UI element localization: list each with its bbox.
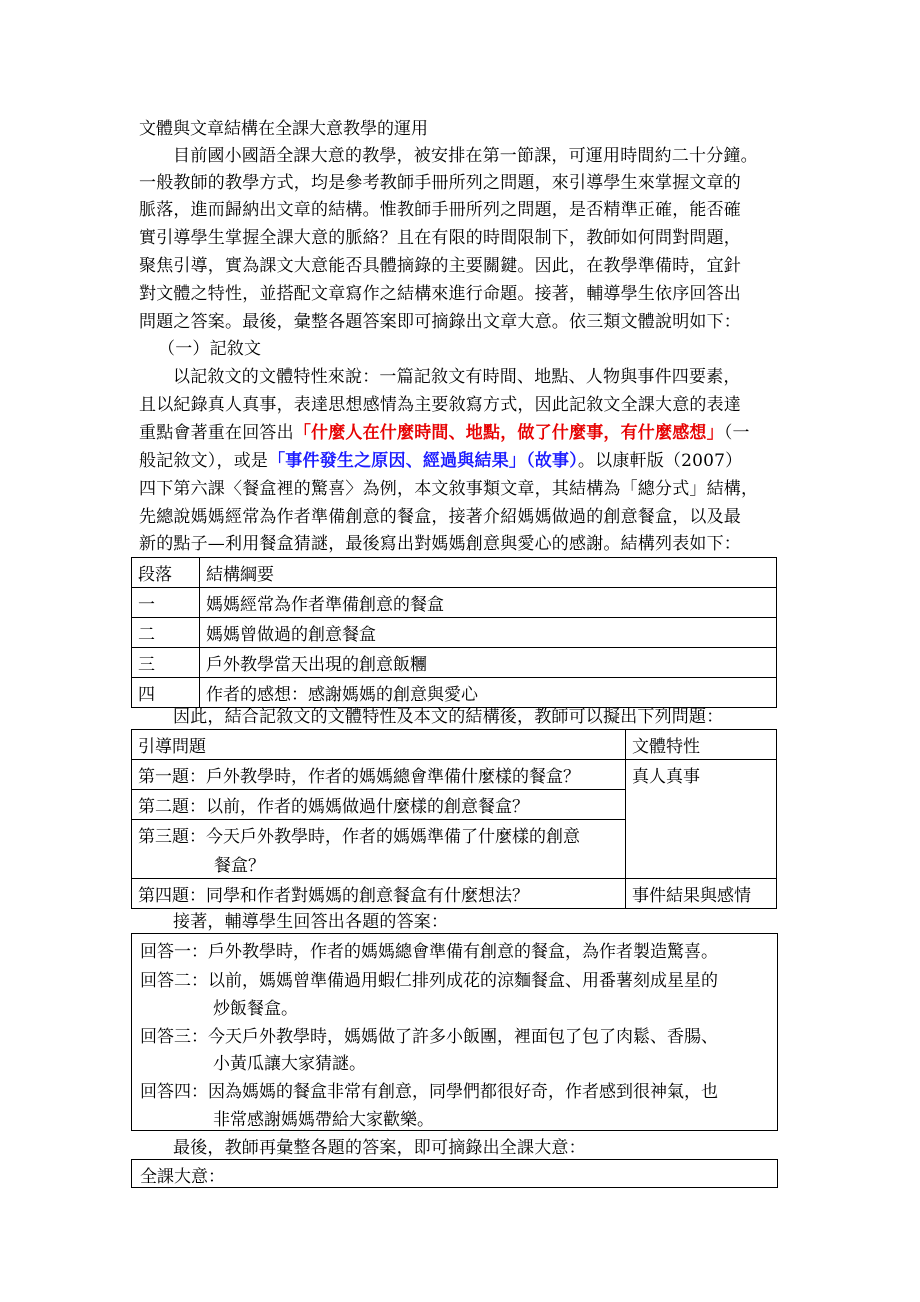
body-line	[139, 446, 742, 471]
table-row	[132, 648, 777, 678]
answer-line-cont: 炒飯餐盒。	[213, 999, 298, 1019]
cell-outline: 媽媽經常為作者準備創意的餐盒	[200, 588, 777, 618]
highlight-blue: 「事件發生之原因、經過與結果」（故事）	[268, 451, 578, 471]
answer-line-cont: 非常感謝媽媽帶給大家歡樂。	[213, 1110, 434, 1130]
answer-line: 回答四：因為媽媽的餐盒非常有創意，同學們都很好奇，作者感到很神氣，也	[140, 1082, 718, 1102]
intro-line: 實引導學生掌握全課大意的脈絡？且在有限的時間限制下，教師如何問對問題，	[139, 228, 741, 248]
answer-line: 回答一：戶外教學時，作者的媽媽總會準備有創意的餐盒，為作者製造驚喜。	[140, 942, 718, 962]
cell-paragraph: 四	[132, 678, 200, 708]
table-row	[132, 618, 777, 648]
answers-intro: 接著，輔導學生回答出各題的答案：	[173, 912, 449, 932]
header-cell: 段落	[132, 558, 200, 588]
cell-paragraph: 一	[132, 588, 200, 618]
cell-outline: 戶外教學當天出現的創意飯糰	[200, 648, 777, 678]
trait-cell: 真人真事	[626, 760, 777, 879]
body-text: 般記敘文），或是	[139, 451, 269, 471]
question-cell: 第二題：以前，作者的媽媽做過什麼樣的創意餐盒？	[132, 790, 626, 820]
trait-cell: 事件結果與感情	[626, 879, 777, 909]
body-line: 先總說媽媽經常為作者準備創意的餐盒，接著介紹媽媽做過的創意餐盒，以及最	[139, 507, 741, 527]
body-line: 以記敘文的文體特性來說：一篇記敘文有時間、地點、人物與事件四要素，	[173, 367, 741, 387]
answer-line: 回答二：以前，媽媽曾準備過用蝦仁排列成花的涼麵餐盒、用番薯刻成星星的	[140, 971, 718, 991]
cell-paragraph: 三	[132, 648, 200, 678]
questions-intro: 因此，結合記敘文的文體特性及本文的結構後，教師可以擬出下列問題：	[173, 707, 724, 727]
question-table	[131, 729, 777, 909]
summary-label: 全課大意：	[140, 1167, 225, 1187]
cell-outline: 媽媽曾做過的創意餐盒	[200, 618, 777, 648]
cell-outline: 作者的感想：感謝媽媽的創意與愛心	[200, 678, 777, 708]
intro-line: 聚焦引導，實為課文大意能否具體摘錄的主要關鍵。因此，在教學準備時，宜針	[139, 256, 741, 276]
body-line	[139, 418, 750, 443]
intro-line: 問題之答案。最後，彙整各題答案即可摘錄出文章大意。依三類文體說明如下：	[139, 312, 741, 332]
answer-line-cont: 小黃瓜讓大家猜謎。	[213, 1054, 366, 1074]
answer-line: 回答三：今天戶外教學時，媽媽做了許多小飯團，裡面包了包了肉鬆、香腸、	[140, 1027, 718, 1047]
body-line: 且以紀錄真人真事，表達思想感情為主要敘寫方式，因此記敘文全課大意的表達	[139, 395, 741, 415]
summary-intro: 最後，教師再彙整各題的答案，即可摘錄出全課大意：	[173, 1138, 586, 1158]
question-text-cont: 餐盒？	[214, 856, 265, 876]
intro-line: 一般教師的教學方式，均是參考教師手冊所列之問題，來引導學生來掌握文章的	[139, 173, 741, 193]
document-title: 文體與文章結構在全課大意教學的運用	[139, 119, 428, 139]
structure-table	[131, 557, 777, 708]
body-line: 新的點子—利用餐盒猜謎，最後寫出對媽媽創意與愛心的感謝。結構列表如下：	[139, 534, 741, 554]
body-text: 。以康軒版（2007）	[577, 451, 743, 471]
cell-paragraph: 二	[132, 618, 200, 648]
header-cell: 結構綱要	[200, 558, 777, 588]
question-cell: 第四題：同學和作者對媽媽的創意餐盒有什麼想法？	[132, 879, 626, 909]
question-cell: 第一題：戶外教學時，作者的媽媽總會準備什麼樣的餐盒？	[132, 760, 626, 790]
table-row	[132, 760, 777, 790]
table-header-row	[132, 730, 777, 760]
answers-box	[131, 933, 778, 1131]
body-text: 重點會著重在回答出	[139, 423, 294, 443]
header-cell: 文體特性	[626, 730, 777, 760]
highlight-red: 「什麼人在什麼時間、地點，做了什麼事，有什麼感想」	[293, 423, 724, 443]
header-cell: 引導問題	[132, 730, 626, 760]
table-row	[132, 879, 777, 909]
summary-box	[131, 1159, 778, 1188]
intro-line: 脈落，進而歸納出文章的結構。惟教師手冊所列之問題，是否精準正確，能否確	[139, 200, 741, 220]
question-text: 第三題：今天戶外教學時，作者的媽媽準備了什麼樣的創意	[138, 827, 580, 847]
question-cell	[132, 820, 626, 879]
table-row	[132, 588, 777, 618]
table-header-row	[132, 558, 777, 588]
intro-line: 目前國小國語全課大意的教學，被安排在第一節課，可運用時間約二十分鐘。	[173, 146, 758, 166]
body-line: 四下第六課〈餐盒裡的驚喜〉為例，本文敘事類文章，其結構為「總分式」結構，	[139, 479, 759, 499]
body-text: （一	[723, 423, 750, 443]
intro-line: 對文體之特性，並搭配文章寫作之結構來進行命題。接著，輔導學生依序回答出	[139, 284, 741, 304]
section-heading: （一）記敘文	[158, 339, 262, 359]
